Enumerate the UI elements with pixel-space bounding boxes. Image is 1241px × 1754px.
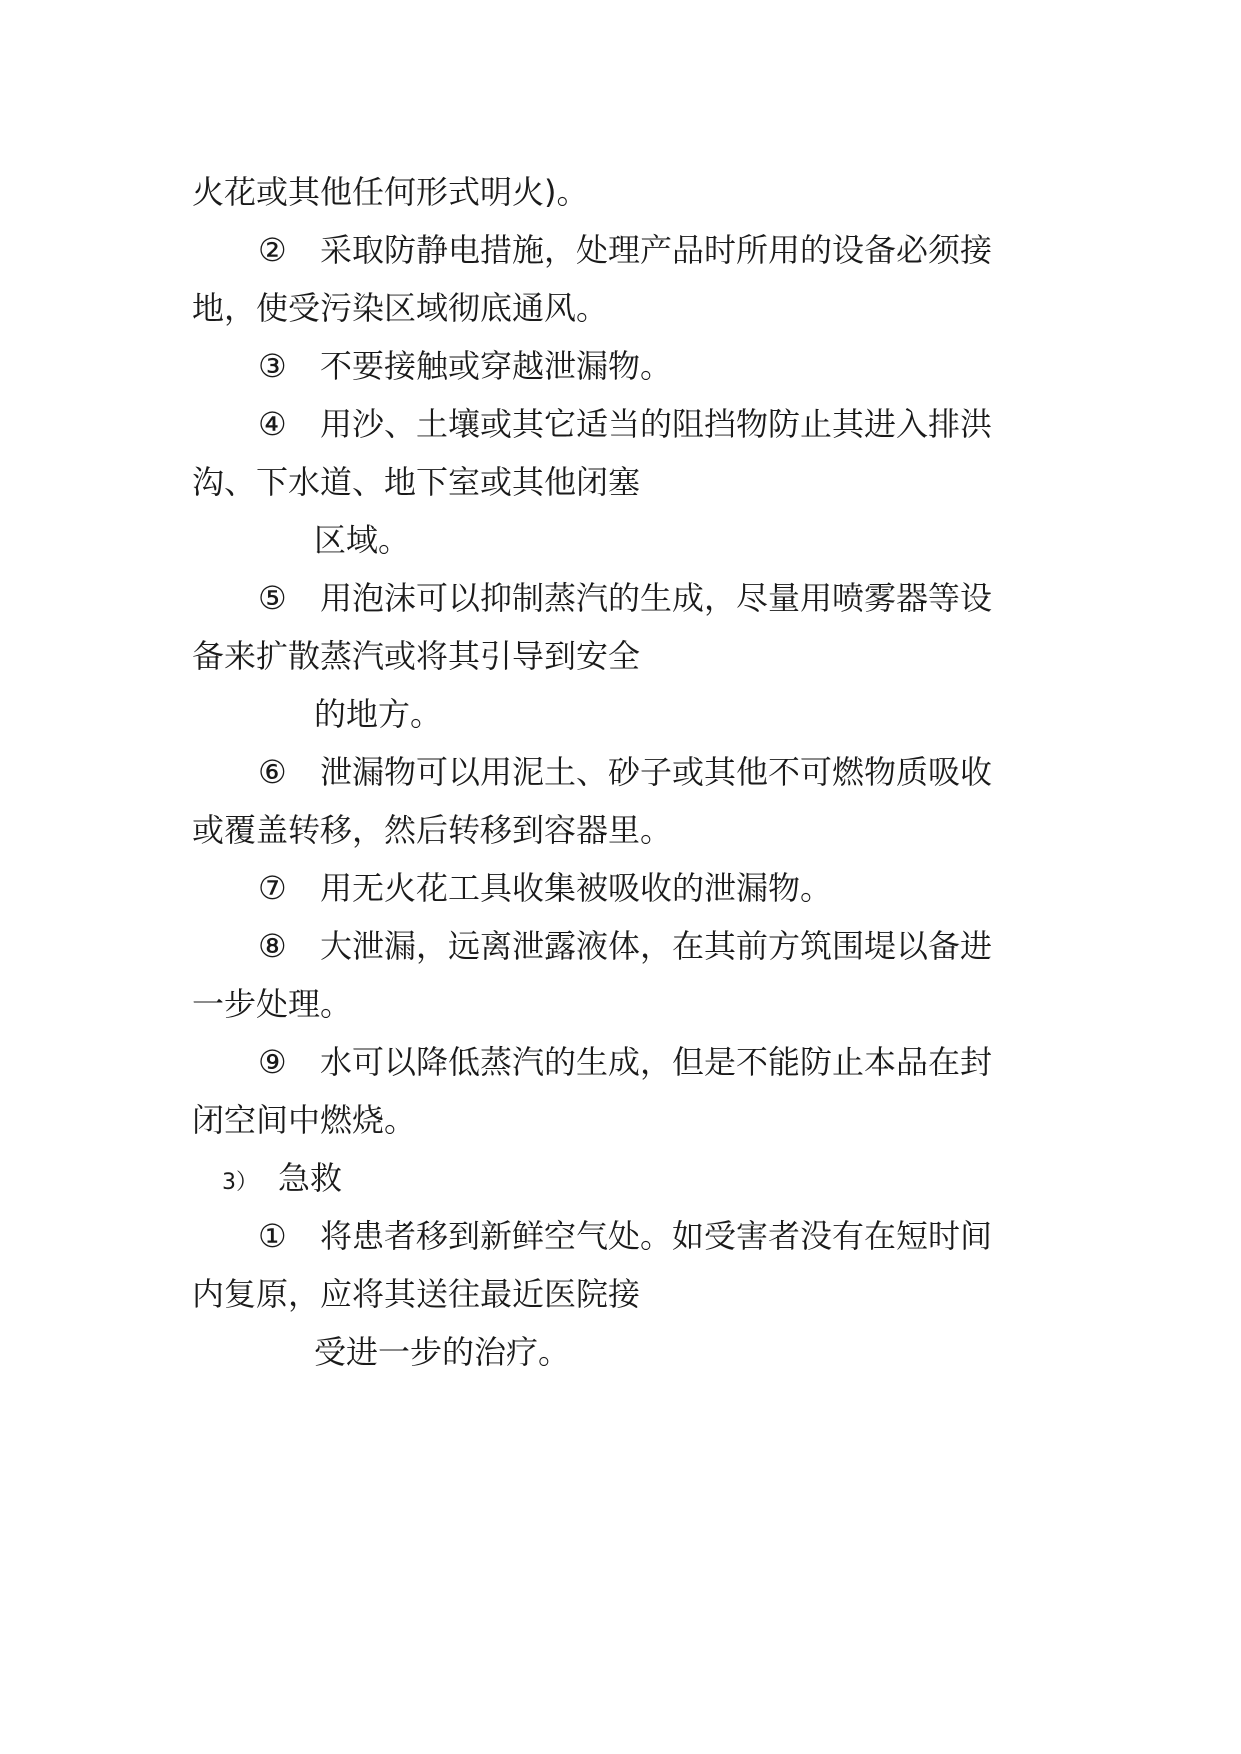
line-text: 不要接触或穿越泄漏物。 <box>320 347 673 385</box>
text-line <box>192 172 589 212</box>
line-text: 采取防静电措施，处理产品时所用的设备必须接 <box>320 231 993 269</box>
item-number: ⑥ <box>258 753 287 791</box>
list-item <box>258 578 992 618</box>
line-text: 区域。 <box>314 521 411 559</box>
line-text: 闭空间中燃烧。 <box>192 1101 417 1139</box>
line-text: 将患者移到新鲜空气处。如受害者没有在短时间 <box>320 1217 993 1255</box>
text-line <box>314 520 410 560</box>
item-number: ⑦ <box>258 869 287 907</box>
line-text: 用泡沫可以抑制蒸汽的生成，尽量用喷雾器等设 <box>320 579 993 617</box>
text-line <box>192 984 352 1024</box>
list-item <box>258 868 832 908</box>
text-line <box>192 810 672 850</box>
item-number: ⑨ <box>258 1043 287 1081</box>
line-text: 的地方。 <box>314 695 443 733</box>
text-line <box>192 288 608 328</box>
text-line <box>192 636 640 676</box>
line-text: 备来扩散蒸汽或将其引导到安全 <box>192 637 641 675</box>
item-number: ⑤ <box>258 579 287 617</box>
line-text: 受进一步的治疗。 <box>314 1333 571 1371</box>
list-item <box>258 1216 992 1256</box>
item-number: ④ <box>258 405 287 443</box>
line-text: 内复原，应将其送往最近医院接 <box>192 1275 641 1313</box>
text-line <box>192 1100 416 1140</box>
list-item <box>258 230 992 270</box>
line-text: 用沙、土壤或其它适当的阻挡物防止其进入排洪 <box>320 405 993 443</box>
list-item <box>258 1042 992 1082</box>
list-item <box>258 404 992 444</box>
line-text: 用无火花工具收集被吸收的泄漏物。 <box>320 869 833 907</box>
text-line <box>192 1274 640 1314</box>
line-text: 一步处理。 <box>192 985 353 1023</box>
item-number: ③ <box>258 347 287 385</box>
section-number: 3） <box>222 1170 258 1195</box>
section-title: 急救 <box>278 1159 343 1197</box>
list-item <box>258 752 992 792</box>
line-text: 水可以降低蒸汽的生成，但是不能防止本品在封 <box>320 1043 993 1081</box>
text-line <box>314 1332 570 1372</box>
line-text: 地，使受污染区域彻底通风。 <box>192 289 609 327</box>
item-number: ⑧ <box>258 927 287 965</box>
list-item <box>258 346 672 386</box>
line-text: 或覆盖转移，然后转移到容器里。 <box>192 811 673 849</box>
line-text: 火花或其他任何形式明火)。 <box>192 173 589 211</box>
line-text: 沟、下水道、地下室或其他闭塞 <box>192 463 641 501</box>
text-line <box>314 694 442 734</box>
line-text: 大泄漏，远离泄露液体，在其前方筑围堤以备进 <box>320 927 993 965</box>
section-heading <box>222 1158 342 1203</box>
item-number: ② <box>258 231 287 269</box>
item-number: ① <box>258 1217 287 1255</box>
list-item <box>258 926 992 966</box>
text-line <box>192 462 640 502</box>
line-text: 泄漏物可以用泥土、砂子或其他不可燃物质吸收 <box>320 753 993 791</box>
